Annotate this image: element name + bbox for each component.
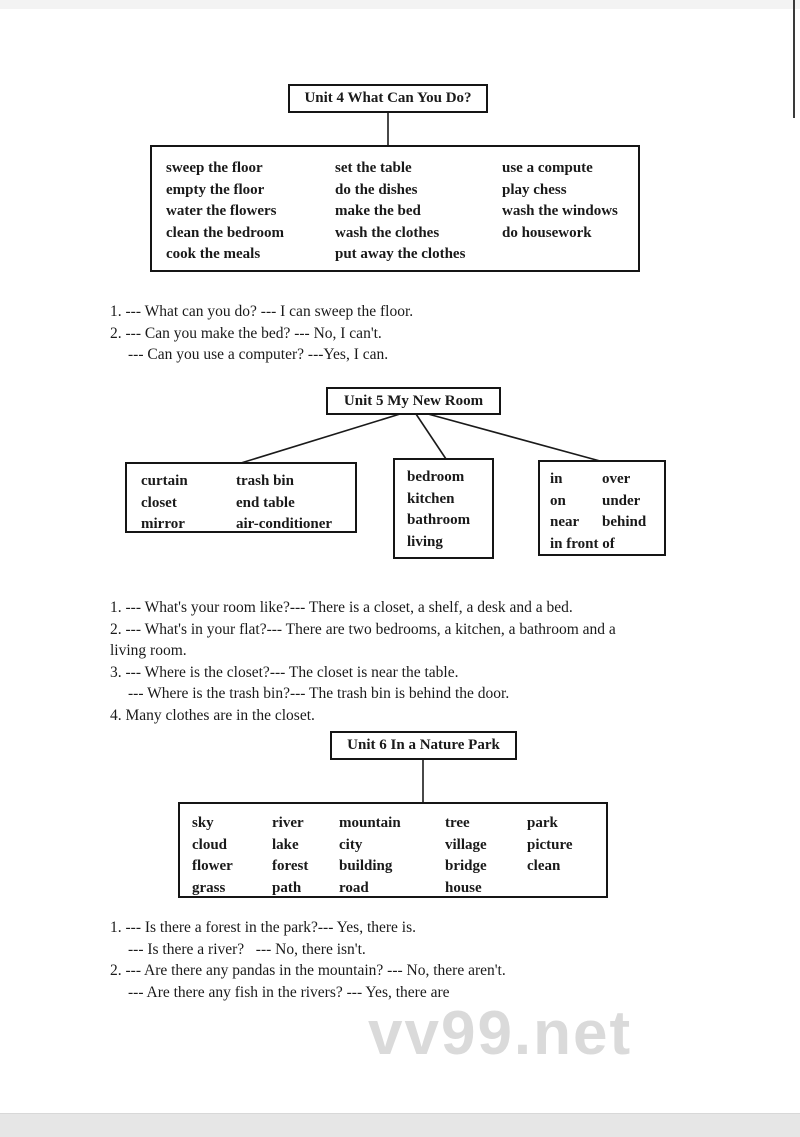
sentence-line: --- Where is the trash bin?--- The trash bin is behind the door.	[128, 685, 510, 702]
vocab-item: clean the bedroom	[166, 224, 285, 241]
unit6-sentences	[110, 917, 770, 1003]
vocab-item: under	[602, 492, 641, 509]
unit6-column-2	[272, 813, 339, 896]
vocab-item: trash bin	[236, 473, 294, 489]
sentence-line: 4. Many clothes are in the closet.	[110, 706, 315, 724]
vocab-item: wash the windows	[502, 203, 618, 219]
vocab-item: mirror	[141, 516, 185, 532]
vocab-item: make the bed	[335, 203, 421, 219]
unit6-column-4	[445, 813, 527, 896]
unit6-column-3	[339, 813, 445, 896]
sentence-line: --- Can you use a computer? ---Yes, I can.	[128, 346, 389, 363]
unit4-column-2	[335, 158, 502, 270]
unit5-sentences	[110, 597, 770, 726]
vocab-item: living	[407, 533, 443, 550]
vocab-item: in front of	[550, 535, 615, 552]
vocab-item: city	[339, 836, 363, 853]
scan-artifact-line	[793, 0, 795, 118]
vocab-item: in	[550, 471, 563, 487]
vocab-item: use a compute	[502, 160, 593, 176]
unit5-prepositions-box	[538, 460, 666, 556]
unit6-column-1	[192, 813, 272, 896]
vocab-item: play chess	[502, 181, 567, 198]
unit6-title: Unit 6 In a Nature Park	[347, 737, 500, 753]
vocab-item: flower	[192, 858, 233, 874]
vocab-item: set the table	[335, 160, 412, 176]
vocab-item: near	[550, 514, 580, 530]
vocab-item: mountain	[339, 815, 401, 831]
unit6-column-5	[527, 813, 573, 896]
vocab-item: park	[527, 815, 558, 831]
unit4-vocab-box	[150, 145, 640, 272]
vocab-item: curtain	[141, 473, 188, 489]
vocab-item: clean	[527, 858, 561, 874]
vocab-item: behind	[602, 514, 647, 530]
unit4-sentences	[110, 301, 770, 366]
vocab-item: lake	[272, 836, 299, 853]
vocab-item: put away the clothes	[335, 246, 466, 262]
sentence-line: --- Is there a river? --- No, there isn't.	[128, 940, 366, 958]
scan-edge-top	[0, 0, 800, 9]
unit6-vocab-box	[178, 802, 608, 898]
sentence-line: --- Are there any fish in the rivers? --- Yes, there are	[128, 983, 450, 1001]
sentence-line: 1. --- Is there a forest in the park?--- Yes, there is.	[110, 919, 417, 936]
vocab-item: grass	[192, 879, 226, 896]
unit5-title: Unit 5 My New Room	[343, 392, 484, 409]
sentence-line: 2. --- Are there any pandas in the mountain? --- No, there aren't.	[110, 962, 506, 979]
vocab-item: wash the clothes	[335, 224, 440, 241]
unit4-column-1	[166, 158, 335, 270]
vocab-item: house	[445, 879, 482, 896]
vocab-item: do the dishes	[335, 181, 418, 198]
vocab-item: building	[339, 858, 393, 874]
unit5-box3-column-1	[550, 469, 602, 534]
sentence-line: 1. --- What's your room like?--- There is a closet, a shelf, a desk and a bed.	[110, 599, 573, 616]
vocab-item: closet	[141, 494, 177, 511]
sentence-line: 3. --- Where is the closet?--- The closet is near the table.	[110, 663, 459, 681]
vocab-item: road	[339, 879, 369, 896]
vocab-item: on	[550, 492, 566, 509]
unit5-title-box	[326, 387, 501, 415]
vocab-item: empty the floor	[166, 181, 265, 198]
vocab-item: kitchen	[407, 490, 455, 507]
unit5-rooms-box	[393, 458, 494, 559]
sentence-line: 1. --- What can you do? --- I can sweep the floor.	[110, 303, 414, 320]
vocab-item: forest	[272, 858, 309, 874]
sentence-line: 2. --- What's in your flat?--- There are two bedrooms, a kitchen, a bathroom and a	[110, 620, 616, 638]
vocab-item: picture	[527, 836, 573, 853]
unit5-furniture-box	[125, 462, 357, 533]
unit4-title-box	[288, 84, 488, 113]
sentence-line: living room.	[110, 642, 187, 659]
vocab-item: bridge	[445, 858, 487, 874]
vocab-item: over	[602, 471, 631, 487]
vocab-item: sweep the floor	[166, 160, 263, 176]
vocab-item: do housework	[502, 224, 592, 241]
vocab-item: bedroom	[407, 469, 465, 485]
vocab-item: bathroom	[407, 512, 471, 528]
vocab-item: river	[272, 815, 304, 831]
unit5-box1-column-2	[236, 471, 332, 531]
vocab-item: end table	[236, 494, 295, 511]
vocab-item: village	[445, 836, 487, 853]
vocab-item: air-conditioner	[236, 516, 333, 532]
vocab-item: cook the meals	[166, 246, 261, 262]
sentence-line: 2. --- Can you make the bed? --- No, I can't.	[110, 324, 382, 342]
vocab-item: tree	[445, 815, 470, 831]
unit6-title-box	[330, 731, 517, 760]
unit5-box3-columns	[550, 469, 664, 534]
scan-edge-bottom	[0, 1113, 800, 1137]
unit5-box1-column-1	[141, 471, 236, 531]
vocab-item: sky	[192, 815, 214, 831]
unit4-column-3	[502, 158, 618, 270]
vocab-item: path	[272, 879, 302, 896]
watermark: vv99.net	[368, 999, 633, 1068]
vocab-item: water the flowers	[166, 203, 277, 219]
unit4-title: Unit 4 What Can You Do?	[304, 90, 472, 106]
vocab-item: cloud	[192, 836, 228, 853]
unit5-box3-column-2	[602, 469, 646, 534]
